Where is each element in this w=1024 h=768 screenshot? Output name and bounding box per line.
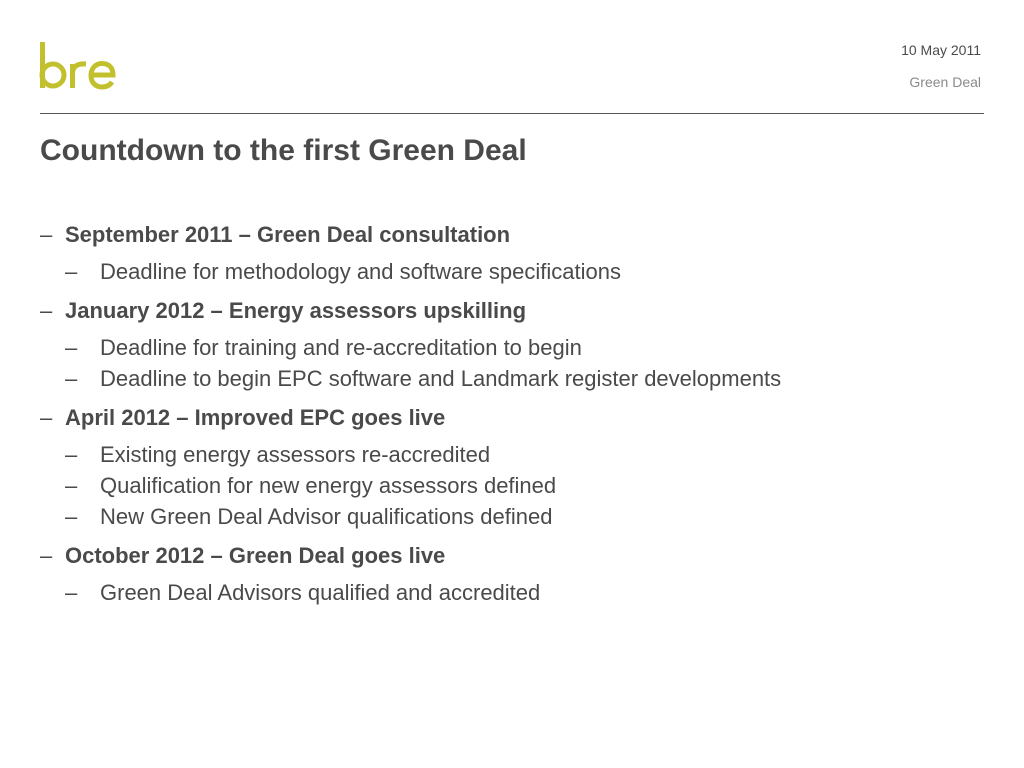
milestone-sub-list xyxy=(40,439,980,532)
list-item-text: Existing energy assessors re-accredited xyxy=(100,442,491,467)
milestone-list xyxy=(40,219,980,616)
milestone-sub-list xyxy=(40,256,980,287)
milestone-sub-list xyxy=(40,577,980,608)
milestone-heading-text: September 2011 – Green Deal consultation xyxy=(65,222,511,247)
list-item xyxy=(40,439,980,470)
milestone-heading-text: January 2012 – Energy assessors upskilling xyxy=(65,298,527,323)
list-item-text: Deadline for methodology and software specifications xyxy=(100,259,621,284)
bullet-dash: – xyxy=(40,543,53,568)
milestone-october-2012 xyxy=(40,540,980,608)
header-date: 10 May 2011 xyxy=(901,42,981,58)
bullet-dash: – xyxy=(65,366,78,391)
milestone-heading xyxy=(40,540,980,571)
milestone-heading-text: October 2012 – Green Deal goes live xyxy=(65,543,446,568)
slide-title: Countdown to the first Green Deal xyxy=(40,134,527,167)
list-item xyxy=(40,332,980,363)
milestone-heading-text: April 2012 – Improved EPC goes live xyxy=(65,405,446,430)
bullet-dash: – xyxy=(65,259,78,284)
bullet-dash: – xyxy=(40,405,53,430)
bullet-dash: – xyxy=(65,504,78,529)
bullet-dash: – xyxy=(65,335,78,360)
bullet-dash: – xyxy=(65,473,78,498)
list-item-text: Deadline for training and re-accreditation to begin xyxy=(100,335,582,360)
list-item-text: New Green Deal Advisor qualifications defined xyxy=(100,504,553,529)
milestone-heading xyxy=(40,295,980,326)
header-divider xyxy=(40,113,984,114)
bullet-dash: – xyxy=(40,298,53,323)
milestone-april-2012 xyxy=(40,402,980,532)
milestone-september-2011 xyxy=(40,219,980,287)
list-item xyxy=(40,256,980,287)
list-item xyxy=(40,363,980,394)
list-item xyxy=(40,577,980,608)
list-item xyxy=(40,501,980,532)
bullet-dash: – xyxy=(65,442,78,467)
list-item xyxy=(40,470,980,501)
bullet-dash: – xyxy=(40,222,53,247)
milestone-heading xyxy=(40,402,980,433)
bullet-dash: – xyxy=(65,580,78,605)
list-item-text: Green Deal Advisors qualified and accredited xyxy=(100,580,541,605)
bre-logo xyxy=(38,40,118,92)
milestone-sub-list xyxy=(40,332,980,394)
list-item-text: Deadline to begin EPC software and Landmark register developments xyxy=(100,366,782,391)
header-topic: Green Deal xyxy=(909,74,981,90)
milestone-heading xyxy=(40,219,980,250)
milestone-january-2012 xyxy=(40,295,980,394)
list-item-text: Qualification for new energy assessors defined xyxy=(100,473,557,498)
